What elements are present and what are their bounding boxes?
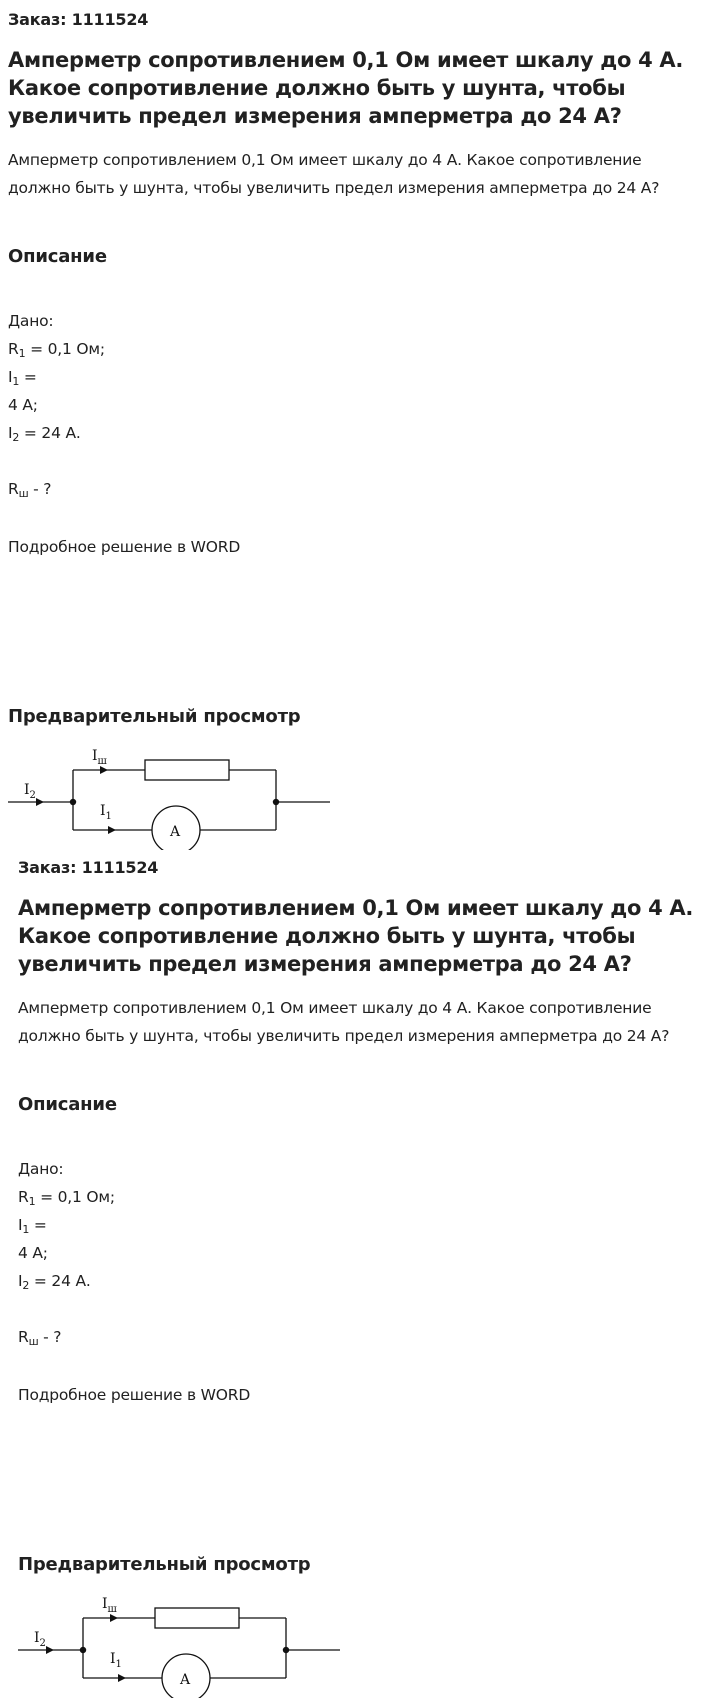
- arrow-ish-icon: [110, 1614, 118, 1622]
- circuit-diagram: [18, 1588, 348, 1698]
- rsh-symbol: R: [8, 480, 19, 498]
- description-heading: Описание: [18, 1094, 117, 1115]
- rsh-sub: ш: [18, 487, 29, 500]
- r1-symbol: R: [18, 1188, 29, 1206]
- i2-value: = 24 А.: [29, 1272, 91, 1290]
- i1-sub: 1: [12, 375, 20, 388]
- arrow-i2-icon: [36, 798, 44, 806]
- r1-value: = 0,1 Ом;: [35, 1188, 115, 1206]
- problem-lead: Амперметр сопротивлением 0,1 Ом имеет шкалу до 4 А. Какое сопротивление должно быть у шунта, чтобы увеличить предел измерения амперметра до 24 А?: [18, 999, 670, 1045]
- label-i1: $I_1$: [100, 803, 112, 822]
- given-label: Дано:: [18, 1160, 64, 1178]
- given-i1-cont: 4 А;: [8, 396, 38, 414]
- given-r1: [8, 340, 105, 360]
- i2-symbol: I: [18, 1272, 23, 1290]
- ammeter-label: A: [170, 824, 181, 840]
- label-i2: $I_2$: [34, 1630, 46, 1649]
- given-i2: [18, 1272, 91, 1292]
- given-r1: [18, 1188, 115, 1208]
- given-i1: [18, 1216, 47, 1236]
- i1-value: =: [29, 1216, 47, 1234]
- r1-sub: 1: [18, 347, 26, 360]
- arrow-i1-icon: [118, 1674, 126, 1682]
- rsh-value: - ?: [28, 480, 52, 498]
- circuit-diagram: [8, 740, 338, 850]
- ammeter-label: A: [180, 1672, 191, 1688]
- solution-note: Подробное решение в WORD: [18, 1386, 251, 1404]
- label-i2: $I_2$: [24, 782, 36, 801]
- problem-title: Амперметр сопротивлением 0,1 Ом имеет шкалу до 4 А. Какое сопротивление должно быть у шунта, чтобы увеличить предел измерения амперметра до 24 А?: [18, 896, 694, 976]
- rsh-symbol: R: [18, 1328, 29, 1346]
- r1-symbol: R: [8, 340, 19, 358]
- shunt-resistor: [155, 1608, 239, 1628]
- i1-value: =: [19, 368, 37, 386]
- find-rsh: [18, 1328, 61, 1348]
- r1-sub: 1: [28, 1195, 36, 1208]
- rsh-value: - ?: [38, 1328, 62, 1346]
- problem-title: Амперметр сопротивлением 0,1 Ом имеет шкалу до 4 А. Какое сопротивление должно быть у шунта, чтобы увеличить предел измерения амперметра до 24 А?: [8, 48, 684, 128]
- preview-heading: Предварительный просмотр: [8, 706, 301, 727]
- circuit-svg: [8, 740, 338, 850]
- i1-symbol: I: [18, 1216, 23, 1234]
- shunt-resistor: [145, 760, 229, 780]
- arrow-ish-icon: [100, 766, 108, 774]
- label-ish: $I_ш$: [92, 748, 107, 767]
- arrow-i1-icon: [108, 826, 116, 834]
- label-i1: $I_1$: [110, 1651, 122, 1670]
- i2-value: = 24 А.: [19, 424, 81, 442]
- r1-value: = 0,1 Ом;: [25, 340, 105, 358]
- order-number: Заказ: 1111524: [8, 10, 149, 29]
- circuit-svg: [18, 1588, 348, 1698]
- label-ish: $I_ш$: [102, 1596, 117, 1615]
- description-heading: Описание: [8, 246, 107, 267]
- given-label: Дано:: [8, 312, 54, 330]
- given-i2: [8, 424, 81, 444]
- i2-symbol: I: [8, 424, 13, 442]
- i2-sub: 2: [12, 431, 20, 444]
- order-number: Заказ: 1111524: [18, 858, 159, 877]
- problem-lead: Амперметр сопротивлением 0,1 Ом имеет шкалу до 4 А. Какое сопротивление должно быть у шунта, чтобы увеличить предел измерения амперметра до 24 А?: [8, 151, 660, 197]
- solution-note: Подробное решение в WORD: [8, 538, 241, 556]
- given-i1-cont: 4 А;: [18, 1244, 48, 1262]
- given-i1: [8, 368, 37, 388]
- rsh-sub: ш: [28, 1335, 39, 1348]
- i1-symbol: I: [8, 368, 13, 386]
- preview-heading: Предварительный просмотр: [18, 1554, 311, 1575]
- i1-sub: 1: [22, 1223, 30, 1236]
- arrow-i2-icon: [46, 1646, 54, 1654]
- i2-sub: 2: [22, 1279, 30, 1292]
- find-rsh: [8, 480, 51, 500]
